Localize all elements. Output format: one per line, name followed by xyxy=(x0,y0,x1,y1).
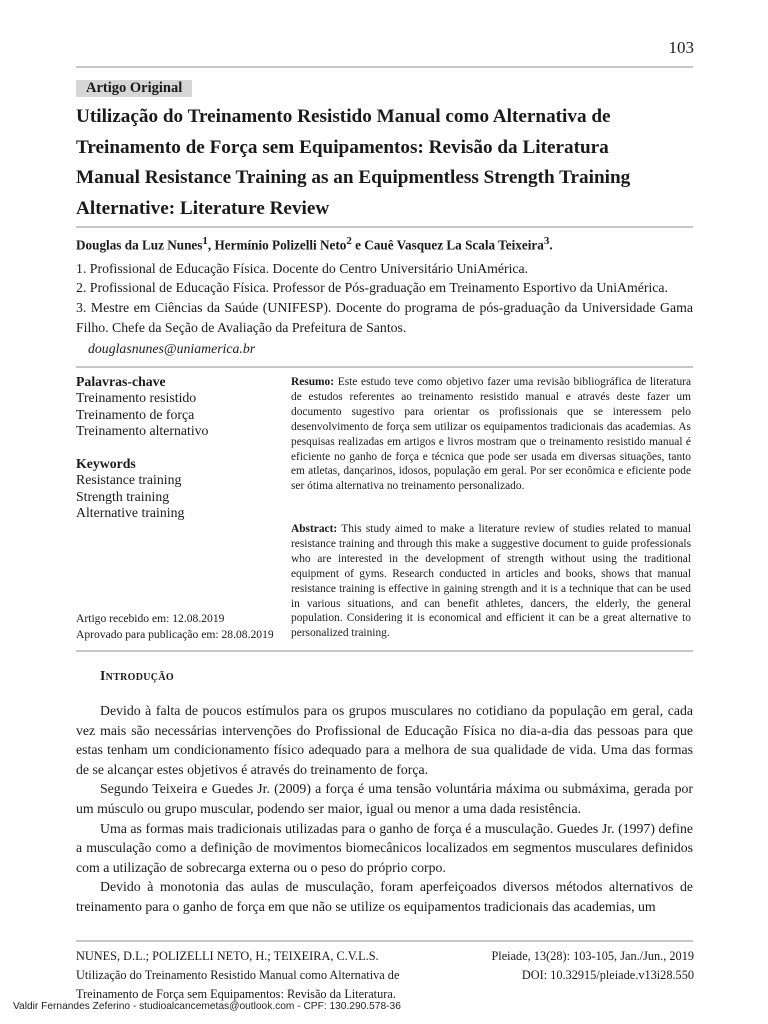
body-paragraph: Devido à monotonia das aulas de musculação, foram aperfeiçoados diversos métodos alternativos de treinamento para o ganho de força em que não se utilize os equipamentos tradicionais das academias, um xyxy=(76,879,693,914)
keyword-item: Resistance training xyxy=(76,472,182,488)
keywords-en xyxy=(76,456,184,521)
footer-line: Pleiade, 13(28): 103-105, Jan./Jun., 2019 xyxy=(491,949,694,963)
footer-doi[interactable]: DOI: 10.32915/pleiade.v13i28.550 xyxy=(521,968,694,983)
keywords-en-heading: Keywords xyxy=(76,456,136,471)
section-badge: Artigo Original xyxy=(76,80,192,97)
keyword-item: Treinamento resistido xyxy=(76,390,197,406)
resumo-label: Resumo: xyxy=(291,376,335,388)
author-superscript: 2 xyxy=(346,235,352,247)
footer-line: Treinamento de Força sem Equipamentos: Revisão da Literatura. xyxy=(76,987,396,1002)
title-line: Alternative: Literature Review xyxy=(76,197,330,219)
article-title xyxy=(76,102,696,224)
keywords-pt-heading: Palavras-chave xyxy=(76,374,166,389)
author-name: e Cauê Vasquez La Scala Teixeira xyxy=(351,237,544,253)
author-list-end: . xyxy=(549,237,553,253)
affiliation: 1. Profissional de Educação Física. Docente do Centro Universitário UniAmérica. xyxy=(76,261,529,276)
abstract-block xyxy=(291,522,691,641)
author-name: Douglas da Luz Nunes xyxy=(76,237,203,253)
resumo-block xyxy=(291,375,691,494)
affiliation: 2. Profissional de Educação Física. Professor de Pós-graduação em Treinamento Esportivo da UniAmérica. xyxy=(76,280,668,295)
author-email[interactable]: douglasnunes@uniamerica.br xyxy=(88,341,256,356)
body-paragraph: Devido à falta de poucos estímulos para os grupos musculares no cotidiano da população em geral, cada vez mais são necessárias intervenções do Profissional de Educação Física no dia-a-dia das pessoas para que estas tenham um condicionamento físico adequado para a melhora de sua qualidade de vida. Uma das formas de se alcançar estes objetivos é através do treinamento de força. xyxy=(76,703,693,777)
abstract-text: This study aimed to make a literature review of studies related to manual resistance training and through this make a suggestive document to guide professionals who are interested in the development of strength without using the traditional equipment of gyms. Research conducted in articles and books, shows that manual resistance training is effective in gaining strength and it is a technique that can be used in various situations, and can benefit athletes, dancers, the elderly, the general population. Considering it is economical and efficient it can be a great alternative to personalized training. xyxy=(291,523,691,640)
body-paragraph: Uma as formas mais tradicionais utilizadas para o ganho de força é a musculação. Guedes Jr. (1997) define a musculação como a definição de movimentos biomecânicos localizados em segmentos musculares definidos com a utilização de sobrecarga externa ou o peso do próprio corpo. xyxy=(76,820,693,875)
footer-citation xyxy=(76,947,456,1005)
footer-rule xyxy=(76,940,693,942)
keyword-item: Alternative training xyxy=(76,504,185,520)
title-rule xyxy=(76,226,693,228)
footer-line: NUNES, D.L.; POLIZELLI NETO, H.; TEIXEIRA, C.V.L.S. xyxy=(76,949,379,963)
resumo-text: Este estudo teve como objetivo fazer uma revisão bibliográfica de literatura de estudos referentes ao treinamento resistido manual e através deste fazer um documento sugestivo para orientar os profissionais que se interessem pelo desenvolvimento de força sem utilizar os equipamentos tradicionais das academias. As pesquisas realizadas em artigos e livros mostram que o treinamento resistido manual é eficiente no ganho de força e técnica que pode ser usada em diversas situações, tanto em atletas, dançarinos, idosos, população em geral. Por ser econômica e eficiente pode ser ótima alternativa no treinamento personalizado. xyxy=(291,376,691,493)
author-superscript: 3 xyxy=(543,235,550,247)
keyword-item: Strength training xyxy=(76,488,170,504)
page-number: 103 xyxy=(668,38,694,57)
footer-line: Utilização do Treinamento Resistido Manual como Alternativa de xyxy=(76,968,400,983)
footer-journal xyxy=(491,947,694,985)
approved-date: Aprovado para publicação em: 28.08.2019 xyxy=(76,628,274,641)
abstract-bottom-rule xyxy=(76,650,693,652)
keyword-item: Treinamento de força xyxy=(76,406,195,422)
license-watermark: Valdir Fernandes Zeferino - studioalcancemetas@outlook.com - CPF: 130.290.578-36 xyxy=(13,1001,401,1012)
author-name: , Hermínio Polizelli Neto xyxy=(207,237,347,253)
header-rule xyxy=(76,66,693,68)
abstract-top-rule xyxy=(76,366,693,368)
abstract-label: Abstract: xyxy=(291,523,338,535)
body-text xyxy=(76,701,693,917)
author-list xyxy=(76,235,696,253)
section-heading-introduction: Introdução xyxy=(100,668,174,683)
title-line: Treinamento de Força sem Equipamentos: Revisão da Literatura xyxy=(76,136,609,158)
affiliation: 3. Mestre em Ciências da Saúde (UNIFESP). Docente do programa de pós-graduação da Universidade Gama Filho. Chefe da Seção de Avaliação da Prefeitura de Santos. xyxy=(76,300,693,335)
title-line: Manual Resistance Training as an Equipmentless Strength Training xyxy=(76,167,631,188)
title-line: Utilização do Treinamento Resistido Manual como Alternativa de xyxy=(76,106,611,127)
keyword-item: Treinamento alternativo xyxy=(76,422,209,438)
keywords-pt xyxy=(76,374,208,439)
body-paragraph: Segundo Teixeira e Guedes Jr. (2009) a força é uma tensão voluntária máxima ou submáxima, gerada por um músculo ou grupo muscular, podendo ser maior, igual ou menor a uma dada resistência. xyxy=(76,781,693,816)
author-superscript: 1 xyxy=(202,235,208,247)
received-date: Artigo recebido em: 12.08.2019 xyxy=(76,612,225,625)
